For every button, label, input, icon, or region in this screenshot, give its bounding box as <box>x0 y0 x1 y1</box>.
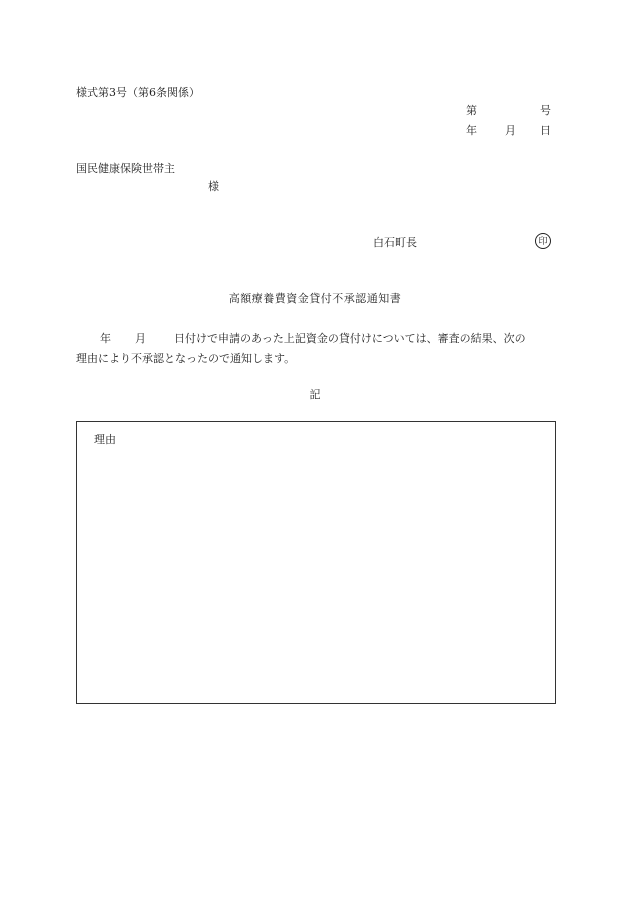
body-line-2: 理由により不承認となったので通知します。 <box>76 352 296 365</box>
body-year-label: 年 <box>100 332 111 345</box>
reason-box <box>76 421 556 704</box>
date-year-label: 年 <box>466 124 477 137</box>
ki-label: 記 <box>309 388 321 401</box>
addressee: 国民健康保険世帯主 <box>76 162 175 175</box>
document-title: 高額療養費資金貸付不承認通知書 <box>228 292 402 305</box>
date-month-label: 月 <box>505 124 516 137</box>
document-number-suffix: 号 <box>540 104 551 117</box>
document-number-prefix: 第 <box>466 104 477 117</box>
seal-icon: 印 <box>535 233 551 249</box>
body-line-1 <box>76 329 554 349</box>
body-text <box>76 329 554 369</box>
issuer-name: 白石町長 <box>373 236 417 249</box>
reason-label: 理由 <box>94 433 116 446</box>
body-month-label: 月 <box>135 332 146 345</box>
body-line-1-text: 日付けで申請のあった上記資金の貸付けについては、審査の結果、次の <box>174 332 526 345</box>
honorific: 様 <box>208 180 219 193</box>
form-number: 様式第3号（第6条関係） <box>76 86 200 99</box>
date-day-label: 日 <box>540 124 551 137</box>
